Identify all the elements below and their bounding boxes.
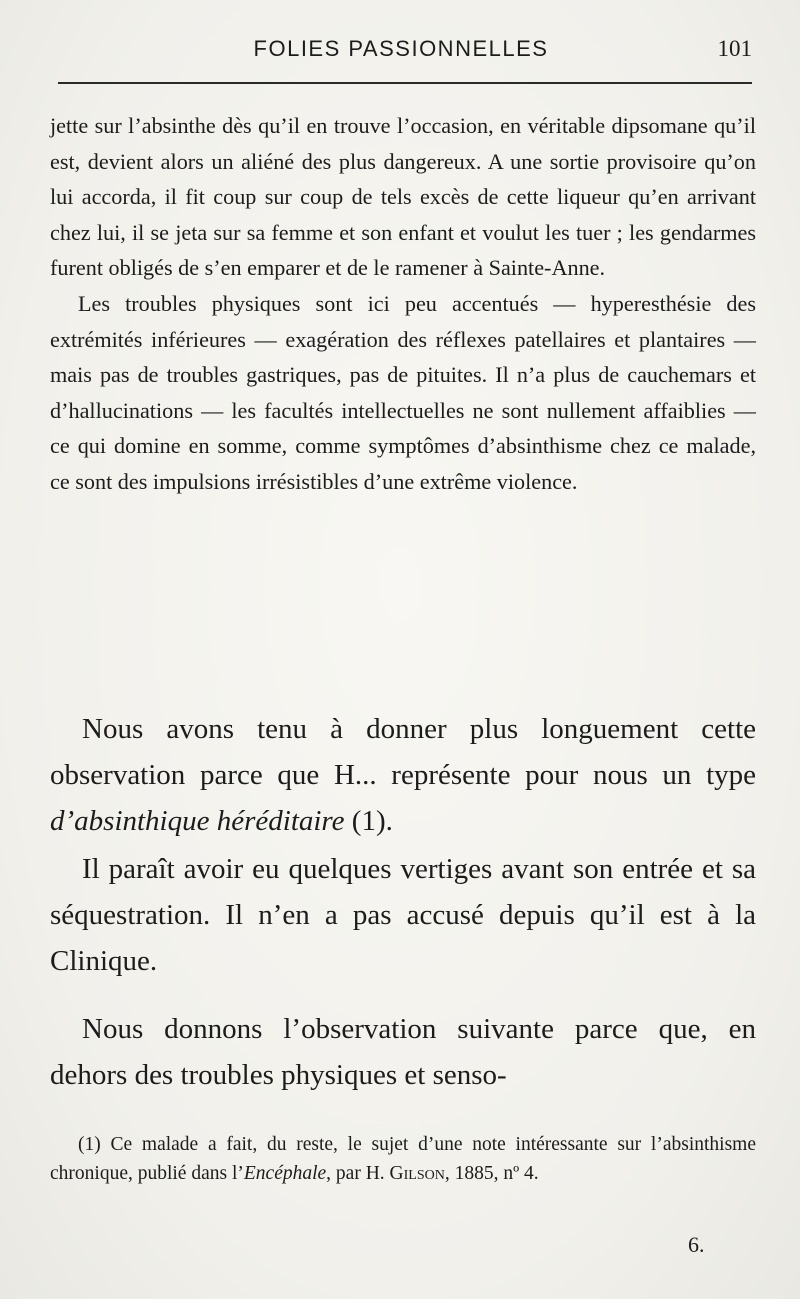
paragraph-symptoms: Les troubles physiques sont ici peu accentués — hyperesthésie des extrémités inférieures — exagération des réflexes patellaires et plantaires — mais pas de troubles gastriques, pas de pituites. Il n’a plus de cauchemars et d’hallucinations — les facultés intellectuelles ne sont nullement affaiblies — ce qui domine en somme, comme symptômes d’absinthisme chez ce malade, ce sont des impulsions irrésistibles d’une extrême violence. xyxy=(50,290,756,494)
observation-text: Nous avons tenu à donner plus longuement cette observation parce que H... représente pour nous un type xyxy=(50,713,756,791)
page-header xyxy=(50,36,752,76)
paragraph-next-observation xyxy=(50,1006,756,1098)
small-type-block xyxy=(50,108,756,500)
footnote-author: Gilson xyxy=(389,1163,445,1184)
footnote-year: , 1885, nº 4. xyxy=(444,1163,539,1184)
page-number: 101 xyxy=(717,36,752,61)
vertigo-text: Il paraît avoir eu quelques vertiges avant son entrée et sa séquestration. Il n’en a pas accusé depuis qu’il est à la Clinique. xyxy=(50,853,756,977)
signature-mark: 6. xyxy=(688,1232,705,1257)
observation-italic: d’absinthique héréditaire xyxy=(50,805,345,837)
paragraph-observation xyxy=(50,706,756,844)
footnote-text: (1) Ce malade a fait, du reste, le sujet d’une note intéressante sur l’absinthisme chronique, publié dans l’ xyxy=(50,1134,756,1184)
footnote-by: , par H. xyxy=(326,1163,390,1184)
paragraph-continuation: jette sur l’absinthe dès qu’il en trouve l’occasion, en véritable dipsomane qu’il est, devient alors un aliéné des plus dangereux. A une sortie provisoire qu’on lui accorda, il fit coup sur coup de tels excès de cette liqueur qu’en arrivant chez lui, il se jeta sur sa femme et son enfant et voulut les tuer ; les gendarmes furent obligés de s’en emparer et de le ramener à Sainte-Anne. xyxy=(50,113,756,281)
paragraph-vertigo xyxy=(50,846,756,984)
header-rule xyxy=(58,82,752,84)
next-observation-text: Nous donnons l’observation suivante parce que, en dehors des troubles physiques et senso- xyxy=(50,1013,756,1091)
running-title: FOLIES PASSIONNELLES xyxy=(253,36,549,61)
footnote xyxy=(50,1130,756,1188)
footnote-journal: Encéphale xyxy=(243,1163,327,1184)
observation-footnote-ref: (1). xyxy=(344,805,393,837)
